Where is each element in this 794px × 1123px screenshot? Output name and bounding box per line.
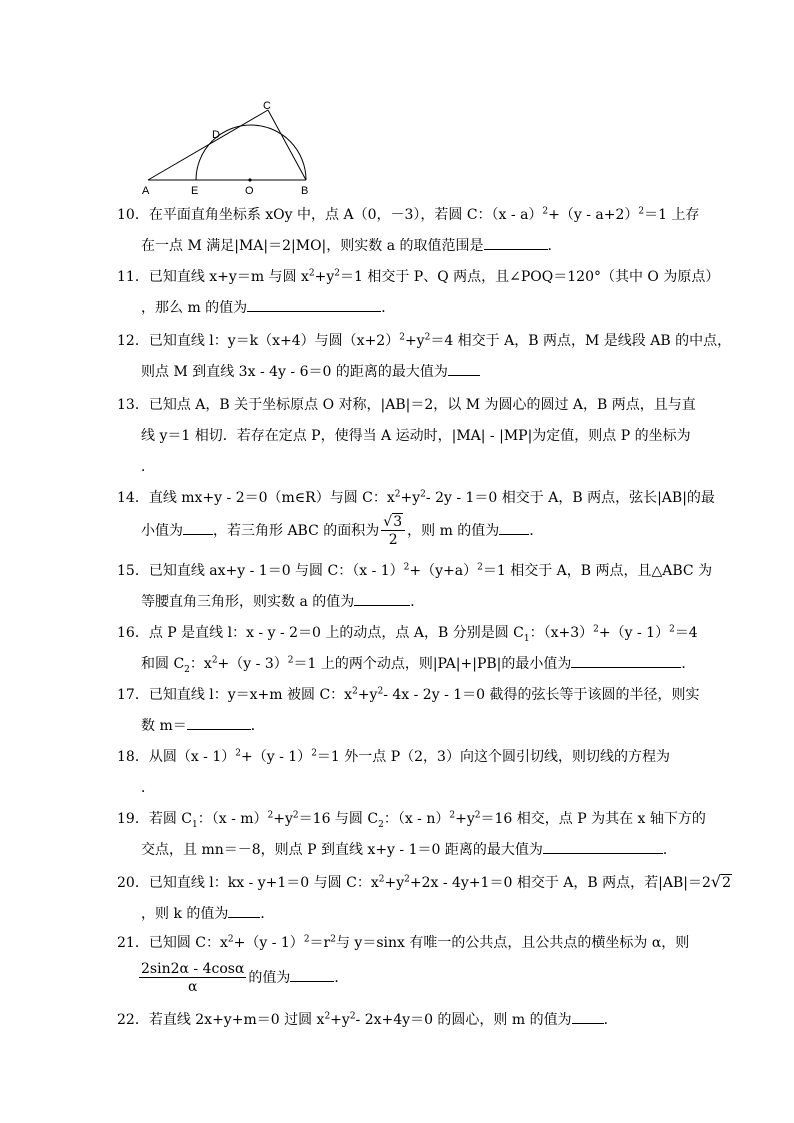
problem-number: 10． — [117, 207, 149, 223]
problem-16 — [117, 618, 698, 680]
problem-16-line-1 — [117, 618, 698, 649]
text: +（y - 1） — [233, 935, 304, 951]
text: 直线 mx+y - 2＝0（m∈R）与圆 C：x — [148, 490, 395, 506]
problem-number: 19． — [117, 811, 149, 827]
text: 已知直线 l：y＝x+m 被圆 C：x — [148, 687, 353, 703]
problem-19-line-2 — [117, 835, 683, 866]
text: ． — [250, 718, 265, 734]
text: ． — [334, 970, 349, 986]
text: 小值为 — [141, 523, 183, 539]
geometry-figure — [138, 96, 318, 198]
text: ． — [681, 656, 696, 672]
text: ＝16 与圆 C — [298, 811, 379, 827]
text: +（y - 1） — [241, 749, 312, 765]
answer-blank[interactable] — [354, 593, 410, 606]
exponent: 2 — [449, 810, 456, 821]
text: +y — [357, 687, 378, 703]
problem-14-line-2 — [117, 514, 683, 548]
text: ＝4 相交于 A，B 两点，M 是线段 AB 的中点， — [430, 333, 732, 349]
label-a: A — [142, 185, 150, 197]
line-cb — [268, 110, 306, 180]
text: 则点 M 到直线 3x - 4y - 6＝0 的距离的最大值为 — [141, 364, 448, 380]
exponent: 2 — [403, 562, 410, 573]
problem-19 — [117, 804, 706, 866]
text: ＝16 相交，点 P 为其在 x 轴下方的 — [480, 811, 706, 827]
problem-15-line-2 — [117, 587, 683, 618]
text: ＝1 外一点 P（2，3）向这个圆引切线，则切线的方程为 — [316, 749, 670, 765]
text: ：（x - m） — [197, 811, 268, 827]
problem-number: 11． — [117, 269, 149, 285]
text: +（y+a） — [409, 563, 478, 579]
text: 已知直线 l：kx - y+1＝0 与圆 C：x — [148, 875, 379, 891]
problem-22-line-1 — [117, 1005, 683, 1036]
problem-18-line-1 — [117, 742, 683, 773]
text: 已知点 A，B 关于坐标原点 O 对称，|AB|＝2，以 M 为圆心的圆过 A，B 两点，且与直 — [148, 397, 696, 413]
text: 已知圆 C：x — [148, 935, 228, 951]
text: - 2x+4y＝0 的圆心，则 m 的值为 — [355, 1012, 572, 1028]
exponent: 2 — [394, 489, 401, 500]
problem-number: 15． — [117, 563, 149, 579]
problem-20 — [117, 866, 731, 930]
text: 数 m＝ — [141, 718, 187, 734]
problem-number: 22． — [117, 1012, 149, 1028]
exponent: 2 — [377, 686, 384, 697]
text: 交点，且 mn＝－8，则点 P 到直线 x+y - 1＝0 距离的最大值为 — [141, 842, 543, 858]
text: ． — [141, 780, 155, 796]
exponent: 2 — [399, 332, 405, 343]
answer-blank[interactable] — [183, 522, 213, 535]
exponent: 2 — [638, 206, 645, 217]
problem-22 — [117, 1005, 683, 1036]
text: +y — [455, 811, 475, 827]
problem-10-line-1 — [117, 200, 700, 231]
problem-21 — [117, 928, 690, 997]
label-c: C — [263, 100, 271, 112]
text: ． — [141, 459, 155, 475]
text: ． — [662, 842, 677, 858]
text: ，则 k 的值为 — [141, 906, 229, 922]
text: ：（x - n） — [383, 811, 450, 827]
problem-14-line-1 — [117, 483, 715, 514]
text: +（y - a+2） — [548, 207, 639, 223]
problem-10-line-2 — [117, 231, 683, 262]
problem-number: 21． — [117, 935, 149, 951]
problem-12 — [117, 326, 732, 388]
problem-20-line-2 — [117, 899, 683, 930]
text: +（y - 1） — [598, 625, 670, 641]
exponent: 2 — [311, 748, 317, 759]
text: ． — [603, 1012, 618, 1028]
problem-13-line-2 — [117, 421, 691, 452]
text: ：（x+3） — [529, 625, 594, 641]
answer-blank[interactable] — [499, 522, 529, 535]
problem-13-line-3 — [117, 452, 683, 483]
text: +y — [330, 1012, 350, 1028]
problem-11-line-1 — [117, 262, 720, 293]
exponent: 2 — [352, 686, 358, 697]
text: 点 P 是直线 l：x - y - 2＝0 上的动点，点 A，B 分别是圆 C — [148, 625, 524, 641]
label-d: D — [212, 129, 220, 141]
text: 和圆 C — [141, 656, 185, 672]
problem-14 — [117, 483, 715, 548]
exponent: 2 — [334, 268, 340, 279]
problem-13 — [117, 390, 696, 483]
problem-20-line-1 — [117, 866, 731, 899]
problem-12-line-1 — [117, 326, 732, 357]
text: 在平面直角坐标系 xOy 中，点 A（0，－3），若圆 C：（x - a） — [148, 207, 543, 223]
text: ＝1 相交于 A，B 两点，且△ABC 为 — [482, 563, 713, 579]
center-point-o — [248, 178, 251, 181]
problem-11-line-2 — [117, 293, 683, 324]
answer-blank[interactable] — [571, 655, 681, 668]
subscript: 1 — [192, 819, 198, 830]
answer-blank[interactable] — [247, 299, 381, 312]
answer-blank[interactable] — [290, 969, 334, 982]
sqrt-sign: √ — [710, 872, 722, 891]
text: ． — [260, 906, 275, 922]
label-o: O — [245, 185, 254, 197]
text: 若圆 C — [148, 811, 192, 827]
radicand: 2 — [722, 875, 731, 891]
answer-blank[interactable] — [572, 1011, 604, 1024]
text: ，则 m 的值为 — [407, 523, 500, 539]
answer-blank[interactable] — [228, 905, 260, 918]
subscript: 1 — [523, 633, 530, 644]
exponent: 2 — [324, 1011, 331, 1022]
exponent: 2 — [308, 268, 315, 279]
subscript: 2 — [184, 664, 190, 675]
problem-18 — [117, 742, 683, 804]
text: ． — [381, 300, 396, 316]
text: ． — [547, 238, 562, 254]
answer-blank[interactable] — [187, 717, 251, 730]
exponent: 2 — [227, 934, 234, 945]
exponent: 2 — [235, 748, 241, 759]
exponent: 2 — [542, 206, 549, 217]
denominator: α — [187, 979, 198, 995]
text: 已知直线 l：y＝k（x+4）与圆（x+2） — [148, 333, 400, 349]
exponent: 2 — [303, 934, 310, 945]
text: - 4x - 2y - 1＝0 截得的弦长等于该圆的半径，则实 — [383, 687, 700, 703]
problem-number: 17． — [117, 687, 149, 703]
exponent: 2 — [378, 874, 385, 885]
problem-number: 16． — [117, 625, 149, 641]
text: ，若三角形 ABC 的面积为 — [213, 523, 380, 539]
exponent: 2 — [267, 810, 274, 821]
text: 已知直线 x+y＝m 与圆 x — [148, 269, 309, 285]
problem-13-line-1 — [117, 390, 696, 421]
exponent: 2 — [477, 562, 483, 573]
answer-blank[interactable] — [448, 363, 480, 376]
text: 已知直线 ax+y - 1＝0 与圆 C：（x - 1） — [148, 563, 404, 579]
text: +2x - 4y+1＝0 相交于 A，B 两点，若|AB|＝2 — [409, 875, 711, 891]
problem-18-line-2 — [117, 773, 683, 804]
problem-21-line-1 — [117, 928, 690, 959]
text: +y — [404, 333, 425, 349]
answer-blank[interactable] — [484, 237, 548, 250]
fraction-expression — [139, 962, 246, 994]
exponent: 2 — [292, 810, 299, 821]
text: ＝1 上的两个动点，则|PA|+|PB|的最小值为 — [293, 656, 572, 672]
problem-19-line-1 — [117, 804, 706, 835]
problem-15-line-1 — [117, 556, 713, 587]
text: - 2y - 1＝0 相交于 A，B 两点，弦长|AB|的最 — [425, 490, 715, 506]
exponent: 2 — [211, 655, 218, 666]
problem-17 — [117, 680, 700, 742]
problem-11 — [117, 262, 720, 324]
problem-16-line-2 — [117, 649, 696, 680]
exponent: 2 — [349, 1011, 356, 1022]
text: 从圆（x - 1） — [148, 749, 236, 765]
exponent: 2 — [474, 810, 481, 821]
problem-number: 13． — [117, 397, 149, 413]
exponent: 2 — [404, 874, 410, 885]
text: ． — [410, 594, 425, 610]
exponent: 2 — [287, 655, 294, 666]
problem-17-line-1 — [117, 680, 700, 711]
problem-12-line-2 — [117, 357, 683, 388]
text: 线 y＝1 相切．若存在定点 P，使得当 A 运动时，|MA| - |MP|为定值，则点 P 的坐标为 — [141, 428, 691, 444]
text: +y — [400, 490, 421, 506]
exponent: 2 — [593, 624, 599, 635]
problem-15 — [117, 556, 713, 618]
text: ，那么 m 的值为 — [141, 300, 248, 316]
denominator: 2 — [388, 532, 398, 548]
text: ＝4 — [674, 625, 698, 641]
text: 若直线 2x+y+m＝0 过圆 x — [148, 1012, 325, 1028]
text: +y — [314, 269, 335, 285]
text: +（y - 3） — [217, 656, 288, 672]
exponent: 2 — [424, 332, 431, 343]
subscript: 2 — [378, 819, 384, 830]
text: ：x — [189, 656, 212, 672]
text: 的值为 — [248, 970, 291, 986]
problem-17-line-2 — [117, 711, 683, 742]
text: ． — [529, 523, 544, 539]
text: 等腰直角三角形，则实数 a 的值为 — [141, 594, 355, 610]
text: ＝1 上存 — [644, 207, 700, 223]
problem-21-line-2 — [117, 959, 683, 997]
label-e: E — [191, 185, 199, 197]
text: 在一点 M 满足|MA|＝2|MO|，则实数 a 的取值范围是 — [141, 238, 484, 254]
problem-number: 12． — [117, 333, 149, 349]
text: ＝r — [309, 935, 331, 951]
problem-10 — [117, 200, 700, 262]
text: 与 y＝sinx 有唯一的公共点，且公共点的横坐标为 α，则 — [335, 935, 690, 951]
exponent: 2 — [420, 489, 426, 500]
text: +y — [384, 875, 405, 891]
numerator: 2sin2α - 4cosα — [141, 961, 245, 977]
problem-number: 18． — [117, 749, 149, 765]
label-b: B — [301, 185, 309, 197]
radicand: 3 — [393, 514, 403, 530]
fraction-root3-over-2: $\frac{√3}{2}$ — [381, 515, 405, 547]
problem-number: 14． — [117, 490, 149, 506]
problem-number: 20． — [117, 875, 149, 891]
exponent: 2 — [669, 624, 675, 635]
answer-blank[interactable] — [543, 841, 663, 854]
exponent: 2 — [330, 934, 336, 945]
text: ＝1 相交于 P、Q 两点，且∠POQ＝120°（其中 O 为原点） — [340, 269, 720, 285]
text: +y — [273, 811, 293, 827]
